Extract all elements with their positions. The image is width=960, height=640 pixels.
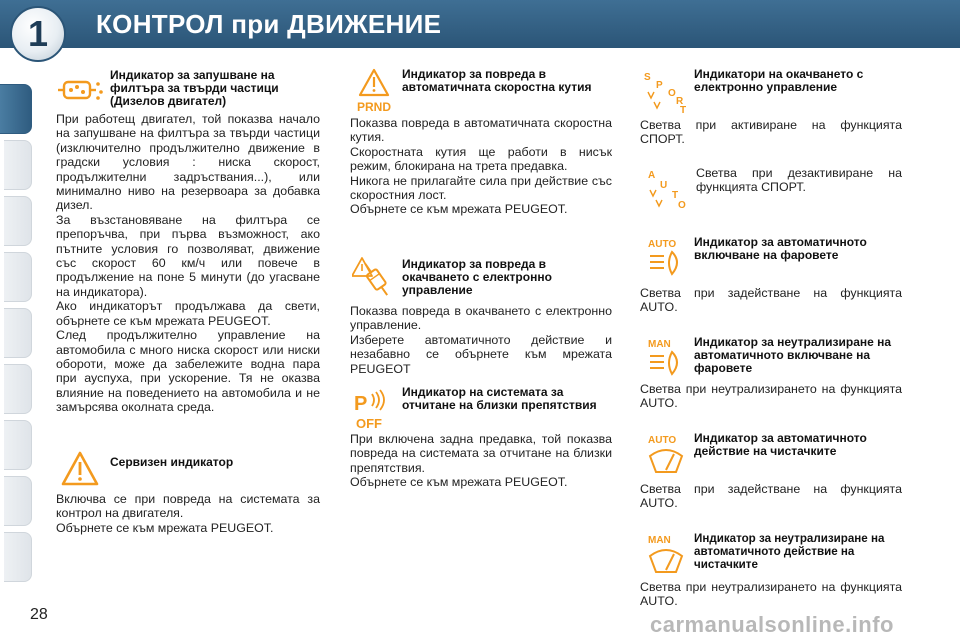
side-tab[interactable]: [4, 308, 32, 358]
dpf-indicator-text: При работещ двигател, той показва начало на запушване на филтъра за твърди частици (изключително продължително движение в градски условия : ниска скорост, продължителни задръствания...), или минимално ниво на резервоара за добавка дизел. За възстановяване на филтъра се препоръчва, при първа възможност, ако пътните условия го позволяват, движение със скорост 60 км/ч или повече в продължение на поне 5 минути (до угасване на индикатора). Ако индикаторът продължава да свети, обърнете се към мрежата PEUGEOT. След продължително управление на автомобила с много ниска скорост или ниски обороти, може да забележите водна пара при ауспуха, при ускорение. Тя не оказва влияние на поведението на автомобила и не замърсява околната среда.: [56, 112, 320, 415]
sport-suspension-heading: Индикатори на окачването с електронно управление: [694, 67, 864, 94]
svg-text:P: P: [656, 80, 663, 91]
parking-sensor-off-icon: [352, 388, 396, 432]
suspension-fault-text: Показва повреда в окачването с електронно управление. Изберете автоматичното действие и незабавно се обърнете към мрежата PEUGEOT: [350, 304, 612, 376]
page-number: 28: [30, 606, 48, 623]
dpf-filter-icon: [58, 70, 104, 110]
service-indicator-text: Включва се при повреда на системата за контрол на двигателя. Обърнете се към мрежата PEUGEOT.: [56, 492, 320, 535]
svg-text:MAN: MAN: [648, 339, 671, 350]
manual-headlamp-icon: [646, 336, 688, 378]
suspension-fault-heading: Индикатор за повреда в окачването с електронно управление: [402, 257, 552, 297]
svg-text:P: P: [354, 393, 368, 415]
svg-text:AUTO: AUTO: [648, 435, 677, 446]
svg-text:OFF: OFF: [356, 416, 382, 431]
svg-text:U: U: [660, 180, 668, 191]
chapter-number-badge: 1: [10, 6, 66, 62]
gearbox-indicator-heading: Индикатор за повреда в автоматичната скоростна кутия: [402, 67, 592, 94]
parking-sensor-text: При включена задна предавка, той показва повреда на системата за отчитане на близки препятствия. Обърнете се към мрежата PEUGEOT.: [350, 432, 612, 490]
auto-wiper-text: Светва при задействане на функцията AUTO.: [640, 482, 902, 511]
manual-wiper-heading: Индикатор за неутрализиране на автоматичното действие на чистачките: [694, 532, 885, 571]
auto-headlamp-text: Светва при задействане на функцията AUTO.: [640, 286, 902, 315]
auto-headlamp-icon: [646, 236, 688, 278]
manual-headlamp-text: Светва при неутрализирането на функцията AUTO.: [640, 382, 902, 411]
sport-off-icon: [646, 166, 688, 210]
side-tab[interactable]: [4, 196, 32, 246]
side-tab[interactable]: [4, 420, 32, 470]
auto-wiper-icon: [646, 432, 688, 476]
manual-wiper-icon: [646, 532, 688, 576]
dpf-indicator-heading: Индикатор за запушване на филтъра за твърди частици (Дизелов двигател): [110, 68, 279, 108]
page-title: КОНТРОЛ при ДВИЖЕНИЕ: [96, 9, 442, 39]
svg-text:O: O: [678, 200, 686, 210]
side-tab-active[interactable]: [0, 84, 32, 134]
svg-text:MAN: MAN: [648, 535, 671, 546]
auto-headlamp-heading: Индикатор за автоматичното включване на фаровете: [694, 235, 867, 262]
side-tab[interactable]: [4, 476, 32, 526]
svg-text:A: A: [648, 170, 656, 181]
prnd-warning-icon: [352, 68, 396, 114]
sport-suspension-icon: [642, 68, 688, 114]
auto-wiper-heading: Индикатор за автоматичното действие на чистачките: [694, 431, 867, 458]
manual-wiper-text: Светва при неутрализирането на функцията AUTO.: [640, 580, 902, 609]
svg-text:O: O: [668, 88, 676, 99]
shock-absorber-warning-icon: [352, 256, 396, 300]
manual-headlamp-heading: Индикатор за неутрализиране на автоматичното включване на фаровете: [694, 335, 892, 375]
svg-text:R: R: [676, 96, 684, 107]
svg-text:PRND: PRND: [356, 100, 392, 114]
side-tab[interactable]: [4, 140, 32, 190]
svg-text:AUTO: AUTO: [648, 239, 677, 250]
warning-triangle-icon: [60, 450, 100, 488]
chapter-side-tabs: [0, 62, 34, 582]
sport-on-text: Светва при активиране на функцията СПОРТ.: [640, 118, 902, 147]
side-tab[interactable]: [4, 252, 32, 302]
svg-text:S: S: [644, 72, 651, 83]
sport-off-text: Светва при дезактивиране на функцията СПОРТ.: [696, 166, 902, 195]
service-indicator-heading: Сервизен индикатор: [110, 455, 234, 469]
side-tab[interactable]: [4, 532, 32, 582]
gearbox-indicator-text: Показва повреда в автоматичната скоростна кутия. Скоростната кутия ще работи в нисък режим, блокирана на трета предавка. Никога не прилагайте сила при действие със скоростния лост. Обърнете се към мрежата PEUGEOT.: [350, 116, 612, 217]
side-tab[interactable]: [4, 364, 32, 414]
footer-watermark: carmanualsonline.info: [650, 612, 894, 637]
parking-sensor-heading: Индикатор на системата за отчитане на близки препятствия: [402, 385, 597, 412]
svg-text:T: T: [680, 105, 687, 114]
svg-text:T: T: [672, 190, 679, 201]
